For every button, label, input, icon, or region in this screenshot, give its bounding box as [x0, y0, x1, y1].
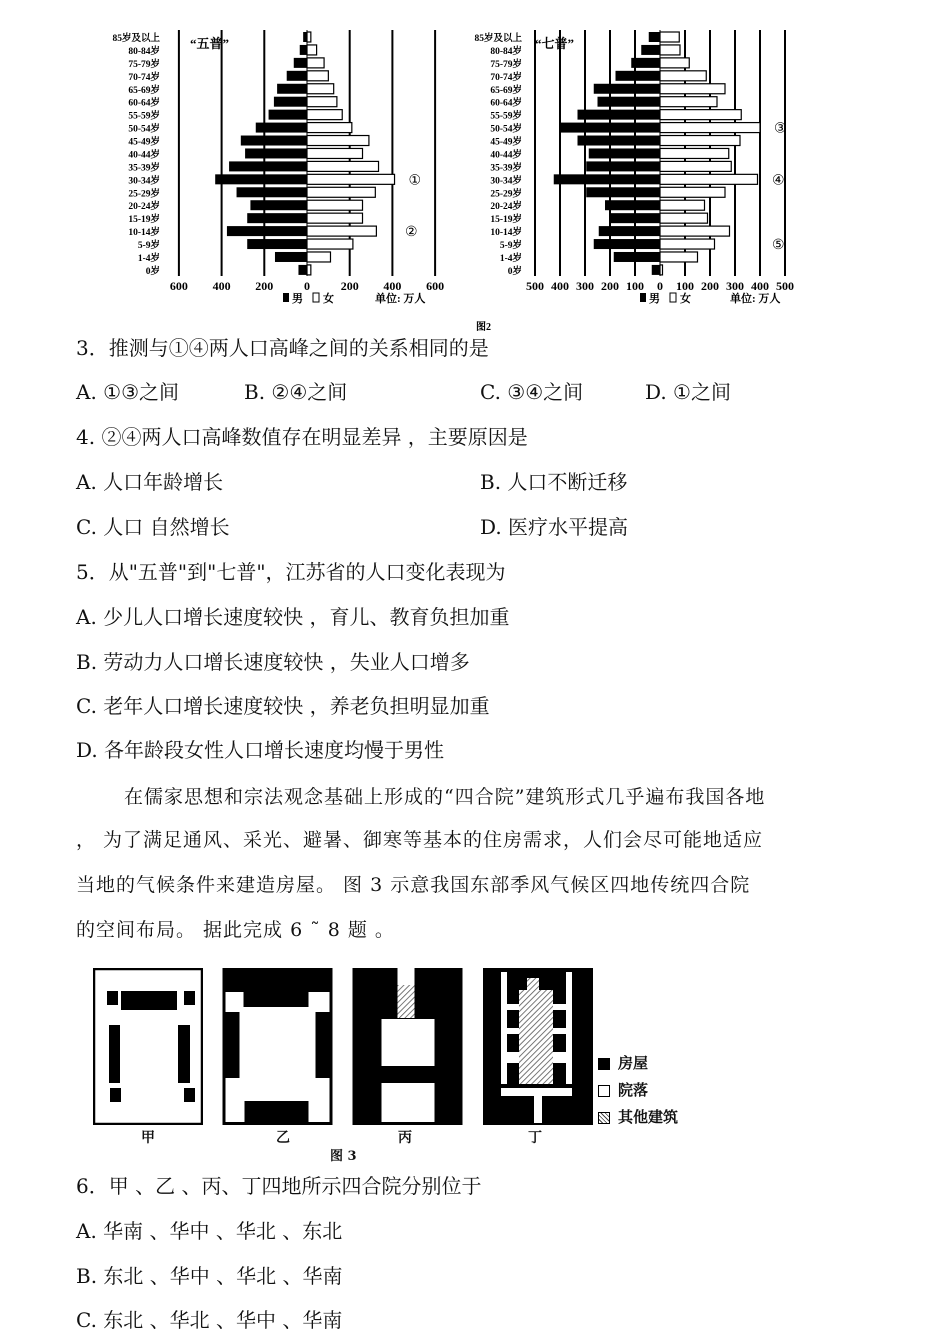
age-group-label: 55-59岁: [490, 111, 522, 122]
legend-house: 房屋: [598, 1050, 678, 1077]
peak-marker: ①: [408, 173, 422, 189]
q5-option-d[interactable]: D. 各年龄段女性人口增长速度均慢于男性: [76, 738, 445, 762]
male-bar: [599, 226, 660, 236]
female-bar: [307, 226, 376, 236]
x-tick-label: 400: [212, 279, 231, 293]
q4-option-b[interactable]: B. 人口不断迁移: [480, 470, 628, 494]
age-group-label: 35-39岁: [490, 163, 522, 174]
age-group-label: 85岁及以上: [474, 34, 522, 44]
male-bar: [589, 148, 660, 158]
hatched-swatch-icon: [598, 1112, 610, 1124]
male-bar: [610, 213, 660, 223]
female-bar: [307, 136, 369, 146]
female-bar: [660, 136, 740, 146]
age-group-label: 30-34岁: [128, 176, 160, 187]
q6-option-b[interactable]: B. 东北 、华中 、华北 、华南: [76, 1264, 343, 1288]
unit-label: 单位: 万人: [375, 293, 426, 305]
population-pyramids-figure: [0, 0, 950, 335]
female-bar: [307, 45, 317, 55]
male-bar: [247, 239, 307, 249]
male-bar: [237, 187, 307, 197]
age-group-label: 65-69岁: [490, 85, 522, 96]
q6-stem: 6．甲 、乙 、丙、丁四地所示四合院分别位于: [76, 1174, 482, 1198]
pyramid-wupu: [112, 30, 444, 305]
female-bar: [660, 71, 706, 81]
female-bar: [307, 71, 328, 81]
fig3-legend: [598, 1050, 678, 1131]
label-ding: 丁: [528, 1130, 542, 1146]
age-group-label: 5-9岁: [499, 241, 522, 252]
female-bar: [660, 200, 705, 210]
x-tick-label: 200: [340, 279, 359, 293]
label-jia: 甲: [141, 1130, 155, 1146]
male-bar: [652, 265, 660, 275]
female-bar: [660, 32, 679, 42]
courtyard-plan-ding: [483, 968, 593, 1125]
courtyard-plan-jia: [93, 968, 203, 1125]
age-group-label: 35-39岁: [128, 163, 160, 174]
age-group-label: 25-29岁: [128, 189, 160, 200]
x-tick-label: 100: [676, 279, 694, 293]
male-bar: [614, 252, 660, 262]
age-group-label: 40-44岁: [128, 150, 160, 161]
male-bar: [215, 174, 307, 184]
male-bar: [294, 58, 307, 68]
age-group-label: 75-79岁: [490, 59, 522, 70]
female-bar: [660, 97, 717, 107]
female-bar: [307, 187, 375, 197]
female-swatch-icon: [313, 293, 319, 302]
male-bar: [641, 45, 660, 55]
female-bar: [660, 213, 708, 223]
q5-stem: 5．从"五普"到"七普"，江苏省的人口变化表现为: [76, 560, 506, 584]
legend-female: 女: [323, 293, 334, 305]
female-swatch-icon: [670, 293, 676, 302]
male-bar: [594, 84, 660, 94]
age-group-label: 10-14岁: [490, 228, 522, 239]
female-bar: [660, 161, 731, 171]
x-tick-label: 600: [426, 279, 445, 293]
female-bar: [660, 174, 758, 184]
age-group-label: 70-74岁: [490, 72, 522, 83]
male-bar: [631, 58, 660, 68]
x-tick-label: 0: [304, 279, 310, 293]
male-bar: [241, 136, 307, 146]
passage-line-1: 在儒家思想和宗法观念基础上形成的“四合院”建筑形式几乎遍布我国各地: [124, 786, 766, 808]
label-bing: 丙: [398, 1130, 412, 1146]
age-group-label: 60-64岁: [490, 98, 522, 109]
male-swatch-icon: [283, 293, 289, 302]
courtyard-swatch-icon: [598, 1085, 610, 1097]
male-bar: [247, 213, 307, 223]
female-bar: [307, 200, 363, 210]
age-group-label: 80-84岁: [128, 46, 160, 57]
male-bar: [560, 123, 660, 133]
female-bar: [307, 239, 353, 249]
x-tick-label: 500: [776, 279, 794, 293]
label-yi: 乙: [276, 1130, 290, 1146]
legend-courtyard: 院落: [598, 1077, 678, 1104]
age-group-label: 55-59岁: [128, 111, 160, 122]
q3-stem: 3．推测与①④两人口高峰之间的关系相同的是: [76, 336, 489, 360]
house-swatch-icon: [598, 1058, 610, 1070]
male-bar: [300, 45, 307, 55]
age-group-label: 1-4岁: [137, 253, 160, 264]
age-group-label: 20-24岁: [490, 202, 522, 213]
x-tick-label: 400: [751, 279, 769, 293]
female-bar: [307, 84, 334, 94]
male-bar: [586, 187, 660, 197]
legend-female: 女: [680, 293, 691, 305]
peak-marker: ②: [405, 225, 418, 241]
male-bar: [578, 110, 661, 120]
female-bar: [660, 58, 689, 68]
x-tick-label: 400: [383, 279, 402, 293]
age-group-label: 45-49岁: [128, 137, 160, 148]
x-tick-label: 200: [255, 279, 274, 293]
female-bar: [307, 110, 342, 120]
male-bar: [598, 97, 661, 107]
male-bar: [554, 174, 660, 184]
male-bar: [277, 84, 307, 94]
male-bar: [245, 148, 307, 158]
female-bar: [307, 123, 352, 133]
male-swatch-icon: [640, 293, 646, 302]
x-tick-label: 400: [551, 279, 569, 293]
female-bar: [660, 226, 730, 236]
q4-option-c[interactable]: C. 人口 自然增长: [76, 515, 230, 539]
x-tick-label: 500: [526, 279, 544, 293]
female-bar: [660, 45, 680, 55]
male-bar: [275, 252, 307, 262]
female-bar: [307, 148, 363, 158]
female-bar: [307, 58, 324, 68]
q5-option-b[interactable]: B. 劳动力人口增长速度较快 ，失业人口增多: [76, 650, 470, 674]
age-group-label: 75-79岁: [128, 59, 160, 70]
legend-other-building: 其他建筑: [598, 1104, 678, 1131]
age-group-label: 15-19岁: [490, 215, 522, 226]
female-bar: [660, 265, 663, 275]
figure-3-caption: 图 3: [330, 1149, 357, 1164]
q5-option-c[interactable]: C. 老年人口增长速度较快 ，养老负担明显加重: [76, 694, 490, 718]
peak-marker: ⑤: [772, 238, 785, 254]
male-bar: [274, 97, 307, 107]
age-group-label: 30-34岁: [490, 176, 522, 187]
age-group-label: 25-29岁: [490, 189, 522, 200]
figure-2-caption: 图2: [476, 322, 491, 333]
female-bar: [307, 97, 337, 107]
male-bar: [616, 71, 661, 81]
passage-line-2: ， 为了满足通风、采光、避暑、御寒等基本的住房需求，人们会尽可能地适应: [76, 829, 764, 851]
q4-option-d[interactable]: D. 医疗水平提高: [480, 515, 629, 539]
x-tick-label: 300: [726, 279, 744, 293]
female-bar: [660, 187, 725, 197]
male-bar: [250, 200, 307, 210]
age-group-label: 10-14岁: [128, 228, 160, 239]
passage-line-4: 的空间布局。 据此完成 6 ˜ 8 题 。: [76, 919, 395, 941]
female-bar: [307, 265, 311, 275]
pyramid-qipu: [474, 30, 794, 305]
x-tick-label: 200: [701, 279, 719, 293]
female-bar: [307, 252, 330, 262]
q6-option-a[interactable]: A. 华南 、华中 、华北 、东北: [76, 1219, 343, 1243]
female-bar: [660, 84, 725, 94]
female-bar: [660, 123, 760, 133]
x-tick-label: 200: [601, 279, 619, 293]
x-tick-label: 300: [576, 279, 594, 293]
male-bar: [256, 123, 307, 133]
q4-stem: 4. ②④两人口高峰数值存在明显差异 ，主要原因是: [76, 425, 528, 449]
x-tick-label: 100: [626, 279, 644, 293]
q3-option-a[interactable]: A. ①③之间: [76, 380, 180, 404]
female-bar: [660, 110, 741, 120]
q6-option-c[interactable]: C. 东北 、华北 、华中 、华南: [76, 1308, 343, 1332]
q3-option-b[interactable]: B. ②④之间: [244, 380, 348, 404]
male-bar: [269, 110, 307, 120]
age-group-label: 1-4岁: [499, 253, 522, 264]
age-group-label: 45-49岁: [490, 137, 522, 148]
male-bar: [605, 200, 660, 210]
age-group-label: 20-24岁: [128, 202, 160, 213]
female-bar: [307, 213, 363, 223]
q5-option-a[interactable]: A. 少儿人口增长速度较快 ，育儿、教育负担加重: [76, 605, 510, 629]
x-tick-label: 0: [657, 279, 663, 293]
female-bar: [660, 239, 715, 249]
peak-marker: ④: [772, 173, 785, 189]
age-group-label: 50-54岁: [128, 124, 160, 135]
courtyard-plan-bing: [352, 968, 463, 1125]
female-bar: [660, 252, 698, 262]
male-bar: [287, 71, 307, 81]
age-group-label: 65-69岁: [128, 85, 160, 96]
age-group-label: 60-64岁: [128, 98, 160, 109]
pyramid-title-qipu: “七普”: [535, 36, 575, 51]
q4-option-a[interactable]: A. 人口年龄增长: [76, 470, 224, 494]
q3-option-c[interactable]: C. ③④之间: [480, 380, 584, 404]
female-bar: [307, 32, 311, 42]
male-bar: [227, 226, 307, 236]
age-group-label: 0岁: [145, 266, 160, 277]
pyramid-title-wupu: “五普”: [190, 36, 230, 51]
peak-marker: ③: [774, 121, 787, 137]
legend-male: 男: [649, 293, 660, 305]
unit-label: 单位: 万人: [730, 293, 781, 305]
male-bar: [229, 161, 307, 171]
male-bar: [578, 136, 661, 146]
female-bar: [307, 174, 395, 184]
q3-option-d[interactable]: D. ①之间: [645, 380, 731, 404]
courtyard-plan-yi: [222, 968, 333, 1125]
male-bar: [594, 239, 660, 249]
age-group-label: 70-74岁: [128, 72, 160, 83]
age-group-label: 15-19岁: [128, 215, 160, 226]
age-group-label: 40-44岁: [490, 150, 522, 161]
x-tick-label: 600: [169, 279, 188, 293]
age-group-label: 0岁: [507, 266, 522, 277]
male-bar: [586, 161, 660, 171]
legend-male: 男: [292, 293, 303, 305]
age-group-label: 85岁及以上: [112, 34, 160, 44]
age-group-label: 80-84岁: [490, 46, 522, 57]
age-group-label: 50-54岁: [490, 124, 522, 135]
passage-line-3: 当地的气候条件来建造房屋。 图 3 示意我国东部季风气候区四地传统四合院: [76, 874, 751, 896]
female-bar: [660, 148, 729, 158]
female-bar: [307, 161, 379, 171]
male-bar: [649, 32, 660, 42]
age-group-label: 5-9岁: [137, 241, 160, 252]
male-bar: [298, 265, 307, 275]
